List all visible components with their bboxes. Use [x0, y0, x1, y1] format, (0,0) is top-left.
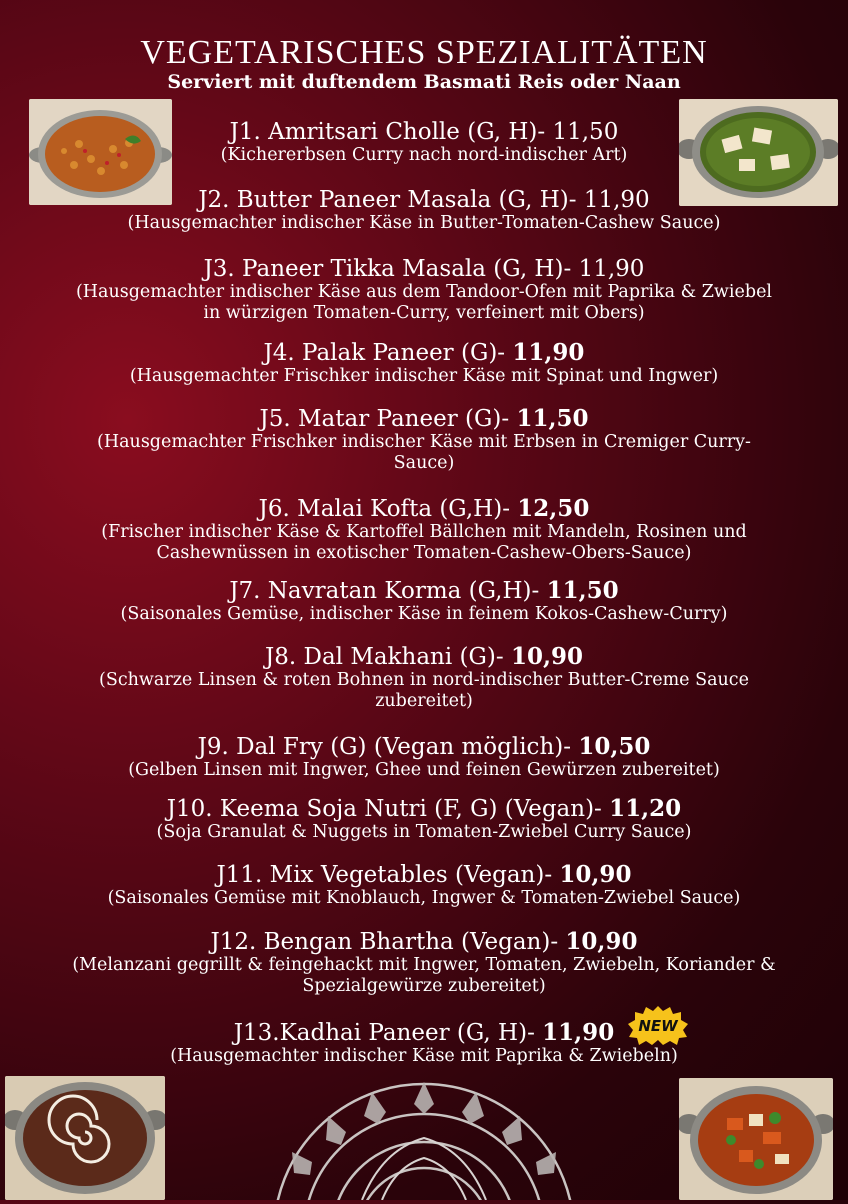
dish-price: 10,50	[578, 733, 651, 760]
dish-price: 10,90	[559, 861, 632, 888]
dish-description: (Hausgemachter indischer Käse mit Paprika & Zwiebeln)	[170, 1046, 678, 1066]
dish-price: 11,50	[516, 405, 589, 432]
dish-name: J1. Amritsari Cholle (G, H)- 11,50	[229, 119, 619, 145]
dish-name: J9. Dal Fry (G) (Vegan möglich)- 10,50	[197, 733, 651, 760]
dish-name: J7. Navratan Korma (G,H)- 11,50	[229, 577, 619, 604]
dish-name: J4. Palak Paneer (G)- 11,90	[263, 339, 585, 366]
dish-price: 12,50	[517, 495, 590, 522]
dish-description: Sauce)	[393, 453, 455, 473]
menu-item	[20, 734, 828, 781]
menu-title: VEGETARISCHES SPEZIALITÄTEN	[140, 34, 708, 71]
dish-name: J11. Mix Vegetables (Vegan)- 10,90	[216, 861, 632, 888]
dish-name: J10. Keema Soja Nutri (F, G) (Vegan)- 11,20	[166, 795, 682, 822]
dish-name: J5. Matar Paneer (G)- 11,50	[259, 405, 589, 432]
menu-item	[20, 406, 828, 474]
dish-photo-dal-makhani	[5, 1076, 165, 1200]
dish-name: J3. Paneer Tikka Masala (G, H)- 11,90	[203, 256, 645, 282]
dish-price: 11,50	[546, 577, 619, 604]
menu-item	[20, 929, 828, 997]
menu-item	[20, 119, 828, 166]
dish-name: J6. Malai Kofta (G,H)- 12,50	[258, 495, 590, 522]
dish-description: in würzigen Tomaten-Curry, verfeinert mit Obers)	[203, 303, 645, 323]
dish-price: 11,90	[578, 256, 645, 282]
dish-price: 11,90	[542, 1019, 615, 1046]
dish-description: (Soja Granulat & Nuggets in Tomaten-Zwiebel Curry Sauce)	[156, 822, 692, 842]
dish-price: 11,20	[609, 795, 682, 822]
menu-item	[20, 496, 828, 564]
dish-description: (Hausgemachter indischer Käse aus dem Tandoor-Ofen mit Paprika & Zwiebel	[75, 282, 773, 302]
dish-name: J12. Bengan Bhartha (Vegan)- 10,90	[210, 928, 638, 955]
dish-description: Cashewnüssen in exotischer Tomaten-Cashew-Obers-Sauce)	[156, 543, 692, 563]
dish-description: (Melanzani gegrillt & feingehackt mit Ingwer, Tomaten, Zwiebeln, Koriander &	[72, 955, 776, 975]
menu-subtitle: Serviert mit duftendem Basmati Reis oder Naan	[167, 71, 681, 93]
menu-item	[20, 644, 828, 712]
new-badge	[627, 1005, 689, 1045]
mandala-ornament	[262, 1072, 586, 1200]
dish-description: zubereitet)	[375, 691, 473, 711]
menu-item	[20, 1020, 828, 1067]
dish-description: (Gelben Linsen mit Ingwer, Ghee und feinen Gewürzen zubereitet)	[128, 760, 720, 780]
menu-item	[20, 340, 828, 387]
menu-item	[20, 578, 828, 625]
dish-description: (Saisonales Gemüse mit Knoblauch, Ingwer & Tomaten-Zwiebel Sauce)	[107, 888, 741, 908]
dish-description: (Hausgemachter indischer Käse in Butter-Tomaten-Cashew Sauce)	[127, 213, 721, 233]
dish-price: 11,50	[552, 119, 619, 145]
menu-item	[20, 187, 828, 234]
dish-price: 11,90	[583, 187, 650, 213]
dish-description: (Hausgemachter Frischker indischer Käse mit Spinat und Ingwer)	[129, 366, 719, 386]
menu-item	[20, 862, 828, 909]
dish-name: J2. Butter Paneer Masala (G, H)- 11,90	[198, 187, 650, 213]
menu-item	[20, 796, 828, 843]
starburst-icon	[627, 1005, 689, 1045]
dish-description: Spezialgewürze zubereitet)	[302, 976, 546, 996]
dish-description: (Schwarze Linsen & roten Bohnen in nord-indischer Butter-Creme Sauce	[99, 670, 749, 690]
svg-text:NEW: NEW	[638, 1017, 678, 1035]
menu-item	[20, 256, 828, 324]
dish-description: (Frischer indischer Käse & Kartoffel Bällchen mit Mandeln, Rosinen und	[101, 522, 747, 542]
dish-name: J13.Kadhai Paneer (G, H)- 11,90	[233, 1019, 615, 1046]
dish-description: (Saisonales Gemüse, indischer Käse in feinem Kokos-Cashew-Curry)	[120, 604, 728, 624]
dish-description: (Hausgemachter Frischker indischer Käse mit Erbsen in Cremiger Curry-	[97, 432, 751, 452]
dish-description: (Kichererbsen Curry nach nord-indischer Art)	[220, 145, 628, 165]
dish-price: 10,90	[510, 643, 583, 670]
dish-photo-kadhai-paneer	[679, 1078, 833, 1200]
dish-name: J8. Dal Makhani (G)- 10,90	[265, 643, 583, 670]
dish-price: 10,90	[565, 928, 638, 955]
dish-price: 11,90	[512, 339, 585, 366]
